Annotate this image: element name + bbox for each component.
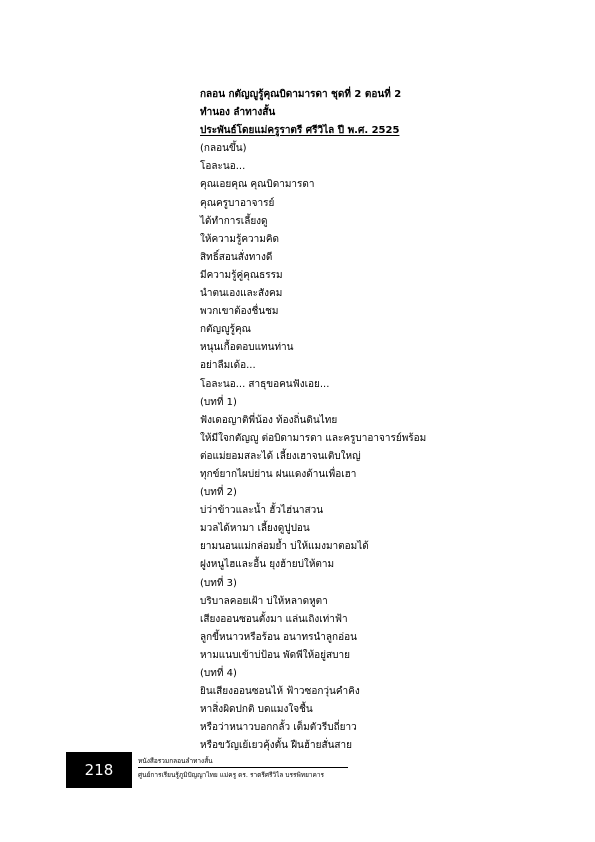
poem-line: (บทที่ 4) [200, 668, 237, 679]
poem-line: (บทที่ 1) [200, 396, 237, 408]
poem-line: (กลอนขึ้น) [200, 143, 247, 155]
poem-line: หรือว่าหนาวบอกกลั้ว เต็มตัวรีบถี่ยาว [200, 722, 357, 734]
poem-line: พวกเขาต้องชื่นชม [200, 306, 279, 318]
poem-line: เสียงออนซอนตั้งมา แล่นเถิงเท่าฟ้า [200, 613, 348, 625]
page-footer [66, 752, 486, 788]
poem-line: ให้ความรู้ความคิด [200, 233, 280, 245]
poem-line: โอละนอ... [200, 161, 246, 173]
poem-line: บริบาลคอยเฝ้า บ่ให้หลาดหูตา [200, 595, 328, 607]
poem-line: หาสิ่งผิดปกติ บดแมงใจชื้น [200, 704, 313, 716]
poem-line: (บทที่ 3) [200, 577, 237, 589]
poem-line: หามแนบเข้าบ่ป้อน พัดพีให้อยู่สบาย [200, 649, 350, 661]
poem-line: มวลได้หามา เลี้ยงดูปูปอน [200, 523, 310, 535]
footer-divider [138, 767, 348, 768]
poem-body [200, 86, 560, 755]
poem-line: มีความรู้คู่คุณธรรม [200, 269, 283, 281]
poem-line: อย่าลืมเด้อ... [200, 360, 256, 372]
poem-line: ต่อแม่ยอมสละได้ เลี้ยงเฮาจนเติบใหญ่ [200, 450, 361, 462]
footer-book-title: หนังสือรวมกลอนลำทางสั้น [138, 757, 213, 765]
poem-line: ได้ทำการเลี้ยงดู [200, 215, 268, 227]
poem-lines [200, 140, 560, 755]
poem-line: นำตนเองและสังคม [200, 288, 283, 300]
poem-melody: ทำนอง ลำทางสั้น [200, 107, 276, 119]
poem-line: คุณครูบาอาจารย์ [200, 197, 275, 209]
poem-line: ฟังเดอญาติพี่น้อง ท้องถิ่นดินไทย [200, 414, 338, 426]
poem-title: กลอน กตัญญูรู้คุณบิดามารดา ชุดที่ 2 ตอนที่ 2 [200, 89, 402, 100]
poem-line: หนุนเกื้อตอบแทนท่าน [200, 342, 294, 354]
poem-line: หรือขวัญเย้เยวคุ้งตั้น ฝืนฮ้ายสั่นสาย [200, 740, 352, 752]
poem-line: ลูกขี้หนาวหรือร้อน อนาทรนำลูกอ่อน [200, 631, 357, 643]
poem-credit: ประพันธ์โดยแม่ครูราตรี ศรีวิไล ปี พ.ศ. 2525 [200, 125, 400, 137]
poem-line: สิทธิ์สอนสั่งทางดี [200, 251, 273, 263]
footer-publisher: ศูนย์การเรียนรู้ภูมิปัญญาไทย แม่ครู ดร. ราตรีศรีวิไล บรรพิทยาคาร [138, 771, 325, 779]
poem-line: (บทที่ 2) [200, 487, 237, 499]
page-number: 218 [66, 752, 132, 788]
poem-line: โอละนอ... สาธุขอคนฟังเอย... [200, 378, 330, 390]
poem-line: ฝูงหนูไฮและอื้น ยุงฮ้ายบ่ให้ตาม [200, 559, 335, 571]
poem-line: บ่ว่าข้าวและน้ำ ฮั้วไฮ่นาสวน [200, 505, 324, 517]
poem-line: ยินเสียงออนซอนไห้ ฟ้าวซอกวุ่นคำคิง [200, 686, 360, 698]
poem-line: ทุกข์ยากไผบ่ย่าน ฝนแดงด้านเพื่อเฮา [200, 468, 357, 480]
poem-line: ยามนอนแม่กล่อมย้ำ บ่ให้แมงมาตอมได้ [200, 541, 369, 553]
poem-line: กตัญญูรู้คุณ [200, 324, 251, 336]
poem-line: ให้มีใจกตัญญู ต่อบิดามารดา และครูบาอาจารย์พร้อม [200, 432, 427, 444]
poem-line: คุณเอยคุณ คุณบิดามารดา [200, 179, 315, 191]
